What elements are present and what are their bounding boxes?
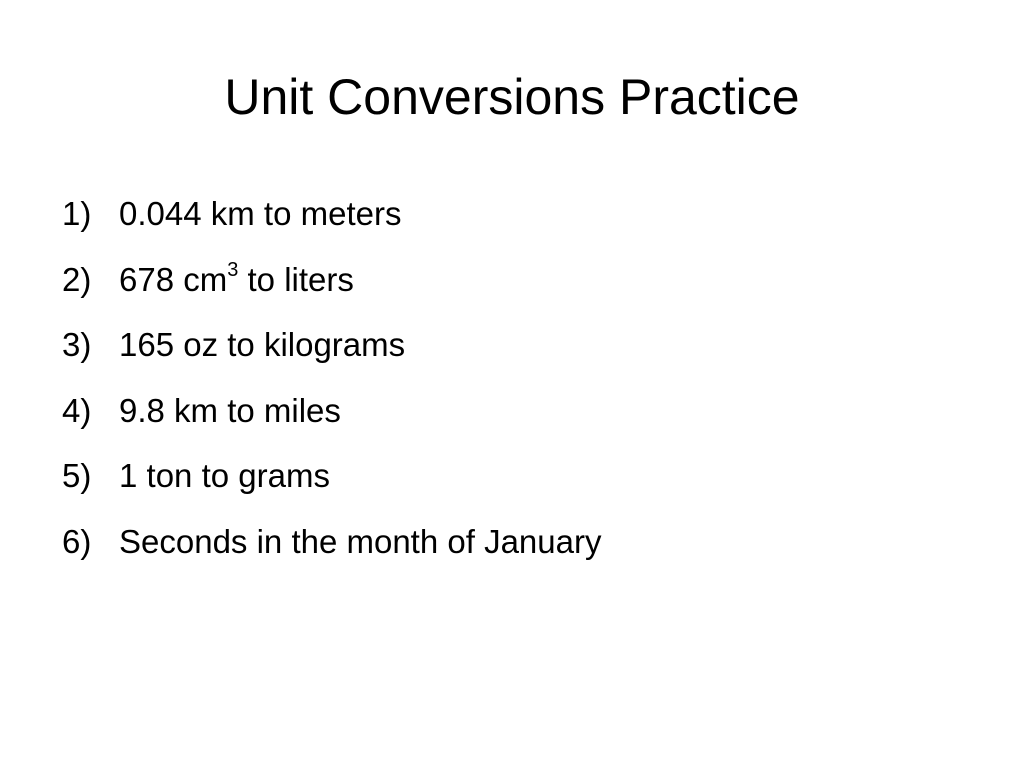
list-item — [62, 252, 601, 318]
item-text: Seconds in the month of January — [119, 522, 602, 560]
item-text: 1 ton to grams — [119, 457, 330, 494]
item-number: 2) — [62, 260, 92, 298]
list-item — [62, 514, 601, 580]
item-number: 1) — [62, 195, 92, 232]
list-item — [62, 448, 601, 514]
item-text-after: to liters — [238, 260, 354, 298]
item-text: 0.044 km to meters — [119, 195, 402, 232]
item-text: 165 oz to kilograms — [119, 326, 406, 363]
superscript-exponent: 3 — [227, 258, 239, 281]
slide-title: Unit Conversions Practice — [224, 69, 800, 125]
list-item — [62, 186, 601, 252]
item-text-before: 678 cm — [119, 260, 228, 298]
item-number: 3) — [62, 326, 92, 363]
item-text: 9.8 km to miles — [119, 391, 341, 429]
item-text — [119, 252, 354, 308]
list-item — [62, 317, 601, 383]
item-number: 4) — [62, 391, 92, 429]
problem-list — [62, 186, 601, 579]
item-number: 6) — [62, 522, 92, 560]
item-number: 5) — [62, 457, 92, 494]
list-item — [62, 383, 601, 449]
